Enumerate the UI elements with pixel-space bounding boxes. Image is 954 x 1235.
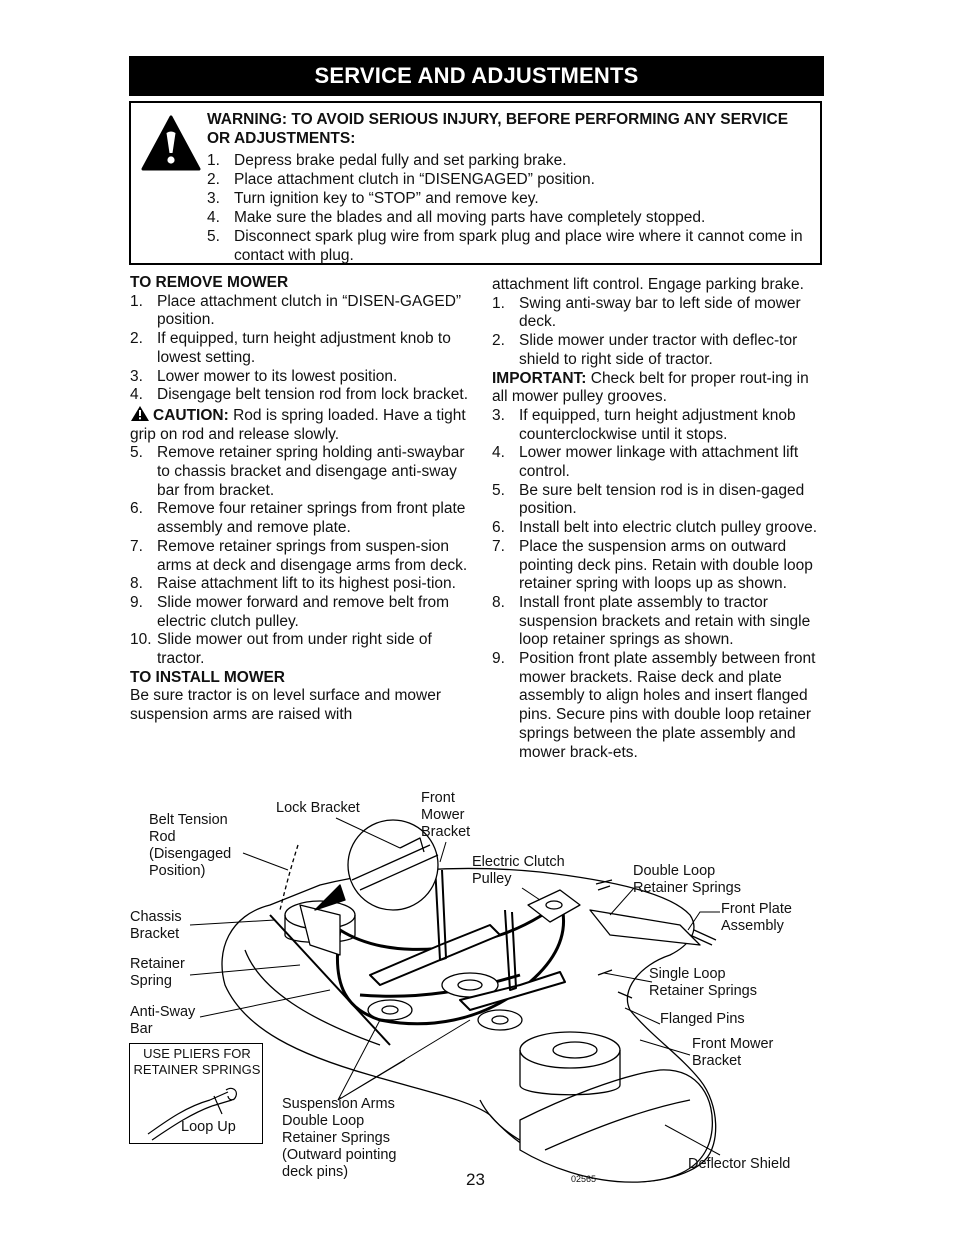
list-text: Remove four retainer springs from front plate assembly and remove plate. (157, 500, 466, 537)
list-number: 1. (492, 294, 505, 312)
list-number: 8. (492, 593, 505, 611)
label-deflector-shield: Deflector Shield (688, 1156, 791, 1172)
list-number: 9. (130, 593, 143, 611)
list-number: 3. (492, 406, 505, 424)
lock-bracket-zoom (315, 820, 438, 910)
list-text: Place attachment clutch in “DISEN-GAGED” position. (157, 292, 462, 329)
remove-heading: TO REMOVE MOWER (130, 274, 289, 291)
list-number: 1. (207, 152, 220, 169)
label-anti-sway-bar: Anti-Sway Bar (130, 1004, 196, 1037)
list-text: Slide mower forward and remove belt from electric clutch pulley. (157, 593, 450, 630)
list-text: Install belt into electric clutch pulley groove. (519, 519, 818, 537)
important-note: IMPORTANT: Check belt for proper rout-ing in all mower pulley grooves. (492, 369, 809, 406)
list-number: 7. (492, 537, 505, 555)
caution-note: CAUTION: Rod is spring loaded. Have a tight grip on rod and release slowly. (130, 406, 466, 443)
list-number: 4. (130, 386, 143, 404)
label-loop-up: Loop Up (181, 1119, 236, 1135)
label-belt-tension-rod: Belt Tension Rod (Disengaged Position) (149, 812, 232, 879)
list-text: Be sure belt tension rod is in disen-gaged position. (519, 481, 805, 518)
list-number: 5. (492, 481, 505, 499)
label-lock-bracket: Lock Bracket (276, 800, 360, 816)
list-text: Raise attachment lift to its highest posi-tion. (157, 575, 456, 593)
label-front-mower-bracket-top: Front Mower Bracket (421, 790, 471, 840)
install-intro: Be sure tractor is on level surface and mower suspension arms are raised with (130, 687, 441, 724)
list-number: 6. (130, 500, 143, 518)
list-text: Disengage belt tension rod from lock bracket. (157, 386, 469, 404)
list-text: Place attachment clutch in “DISENGAGED” position. (234, 171, 595, 188)
label-double-loop-retainer-springs: Double Loop Retainer Springs (633, 863, 741, 896)
list-number: 2. (492, 332, 505, 350)
install-heading: TO INSTALL MOWER (130, 668, 285, 686)
list-number: 6. (492, 519, 505, 537)
list-number: 3. (207, 190, 220, 207)
list-number: 8. (130, 575, 143, 593)
list-text: Lower mower to its lowest position. (157, 367, 398, 385)
list-number: 3. (130, 367, 143, 385)
list-number: 1. (130, 292, 143, 310)
label-suspension-arms: Suspension Arms Double Loop Retainer Springs (Outward pointing deck pins) (282, 1096, 397, 1180)
deflector-shield (520, 1070, 712, 1182)
list-text: Swing anti-sway bar to left side of mower deck. (519, 294, 801, 331)
label-front-mower-bracket-bottom: Front Mower Bracket (692, 1036, 774, 1069)
list-number: 2. (130, 330, 143, 348)
list-number: 5. (207, 228, 220, 245)
label-retainer-spring: Retainer Spring (130, 956, 185, 989)
list-text: If equipped, turn height adjustment knob counterclockwise until it stops. (519, 406, 796, 443)
list-text: Slide mower out from under right side of tractor. (157, 631, 432, 668)
page-number: 23 (466, 1170, 485, 1189)
list-text: Slide mower under tractor with deflec-tor shield to right side of tractor. (519, 332, 798, 368)
label-single-loop-retainer-springs: Single Loop Retainer Springs (649, 966, 757, 999)
label-front-plate-assembly: Front Plate Assembly (721, 901, 792, 934)
list-text: Position front plate assembly between front mower brackets. Raise deck and plate assembly to align holes and insert flanged pins. Secure pins with double loop retainer springs between the plate assembly and mower brack-ets. (519, 650, 816, 761)
list-text: Install front plate assembly to tractor suspension brackets and retain with single loop retainer springs as shown. (519, 593, 811, 649)
list-number: 7. (130, 537, 143, 555)
figure-code: 02565 (571, 1174, 597, 1184)
label-chassis-bracket: Chassis Bracket (130, 909, 182, 942)
list-text: Place the suspension arms on outward pointing deck pins. Retain with double loop retainer spring with loops up as shown. (519, 537, 813, 593)
label-flanged-pins: Flanged Pins (660, 1011, 745, 1027)
list-text: Remove retainer springs from suspen-sion arms at deck and disengage arms from deck. (157, 537, 468, 574)
pliers-tip-box (129, 1043, 263, 1144)
list-text: If equipped, turn height adjustment knob to lowest setting. (157, 330, 451, 366)
list-number: 5. (130, 444, 143, 462)
belt-tension-rod (280, 845, 298, 910)
install-intro-continued: attachment lift control. Engage parking brake. (492, 276, 804, 293)
list-number: 4. (207, 209, 220, 226)
list-text: Make sure the blades and all moving parts have completely stopped. (234, 209, 706, 226)
warning-title: WARNING: TO AVOID SERIOUS INJURY, BEFORE PERFORMING ANY SERVICE OR ADJUSTMENTS: (207, 111, 789, 147)
list-number: 2. (207, 171, 220, 188)
page-title: SERVICE AND ADJUSTMENTS (129, 56, 824, 96)
list-text: Depress brake pedal fully and set parking brake. (234, 152, 567, 169)
list-text: Remove retainer spring holding anti-swaybar to chassis bracket and disengage anti-sway bar from bracket. (157, 444, 465, 499)
label-electric-clutch-pulley: Electric Clutch Pulley (472, 854, 565, 887)
front-plate-assembly (590, 910, 700, 945)
list-text: Lower mower linkage with attachment lift control. (519, 444, 799, 481)
list-number: 4. (492, 444, 505, 462)
list-text: Turn ignition key to “STOP” and remove key. (234, 190, 539, 207)
list-number: 9. (492, 650, 505, 668)
list-number: 10. (130, 631, 152, 649)
list-text: Disconnect spark plug wire from spark plug and place wire where it cannot come in contact with plug. (234, 228, 803, 264)
pliers-tip-title: USE PLIERS FOR RETAINER SPRINGS (133, 1046, 261, 1077)
